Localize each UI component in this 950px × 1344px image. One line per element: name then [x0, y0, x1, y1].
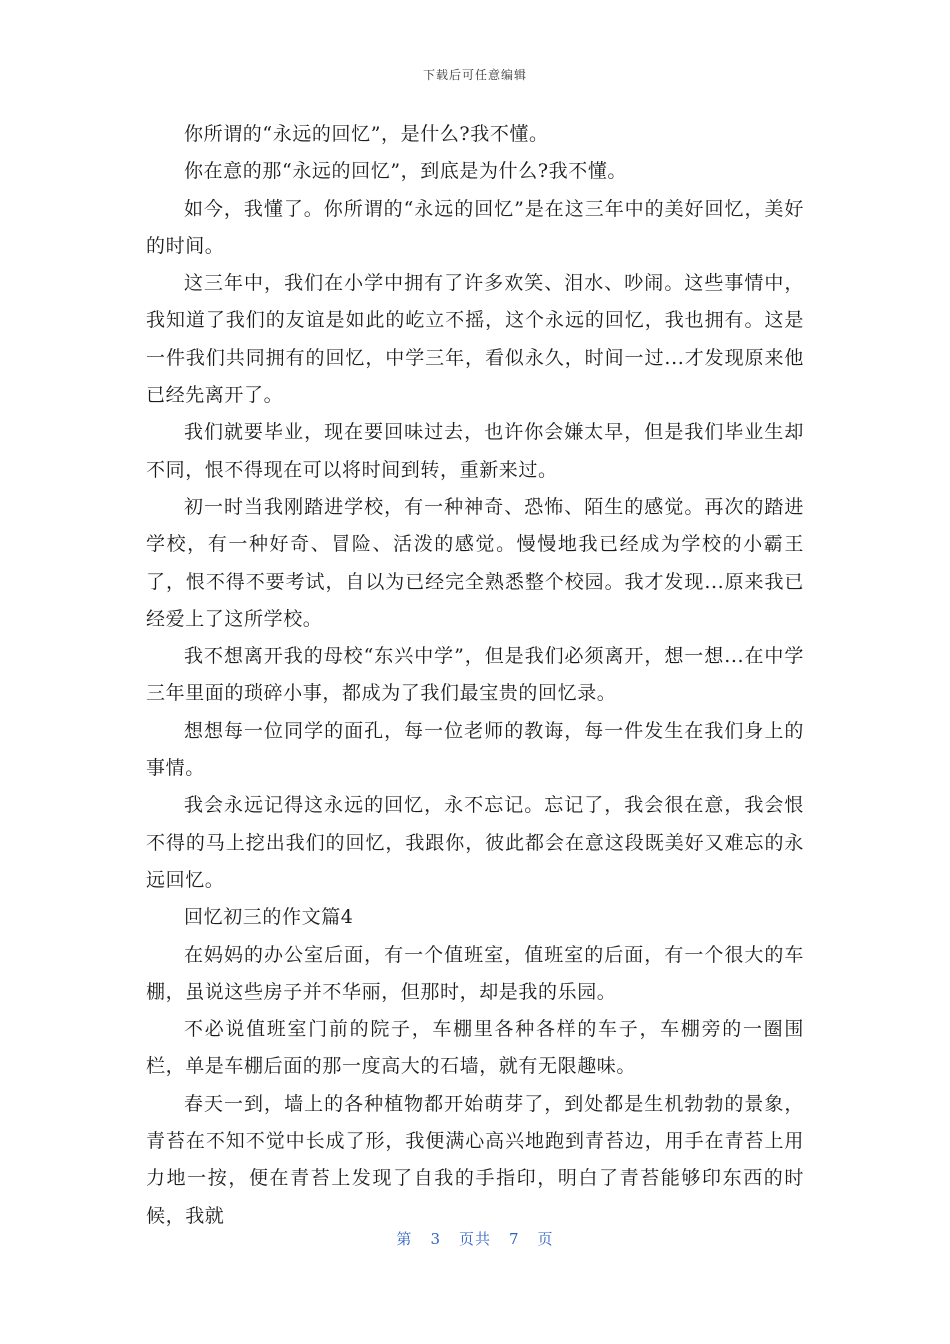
page-label: 第	[396, 1230, 413, 1248]
header-note: 下载后可任意编辑	[422, 68, 527, 82]
paragraph: 我会永远记得这永远的回忆，永不忘记。忘记了，我会很在意，我会恨不得的马上挖出我们的回忆，我跟你，彼此都会在意这段既美好又难忘的永远回忆。	[146, 794, 804, 891]
paragraph: 在妈妈的办公室后面，有一个值班室，值班室的后面，有一个很大的车棚，虽说这些房子并不华丽，但那时，却是我的乐园。	[146, 943, 804, 1003]
document-body	[146, 116, 804, 1235]
paragraph: 初一时当我刚踏进学校，有一种神奇、恐怖、陌生的感觉。再次的踏进学校，有一种好奇、冒险、活泼的感觉。慢慢地我已经成为学校的小霸王了，恨不得不要考试，自以为已经完全熟悉整个校园。我才发现...原来我已经爱上了这所学校。	[146, 495, 804, 630]
page-label: 页共	[458, 1230, 491, 1248]
paragraph: 这三年中，我们在小学中拥有了许多欢笑、泪水、吵闹。这些事情中，我知道了我们的友谊是如此的屹立不摇，这个永远的回忆，我也拥有。这是一件我们共同拥有的回忆，中学三年，看似永久，时间一过...才发现原来他已经先离开了。	[146, 272, 804, 407]
paragraph: 你所谓的“永远的回忆”，是什么?我不懂。	[184, 123, 549, 145]
page-total: 7	[509, 1230, 520, 1248]
paragraph: 春天一到，墙上的各种植物都开始萌芽了，到处都是生机勃勃的景象，青苔在不知不觉中长成了形，我便满心高兴地跑到青苔边，用手在青苔上用力地一按，便在青苔上发现了自我的手指印，明白了青苔能够印东西的时候，我就	[146, 1092, 804, 1227]
paragraph: 你在意的那“永远的回忆”，到底是为什么?我不懂。	[184, 160, 628, 183]
page-label: 页	[537, 1230, 554, 1248]
section-heading: 回忆初三的作文篇4	[184, 906, 354, 929]
page-current: 3	[430, 1230, 441, 1248]
paragraph: 不必说值班室门前的院子，车棚里各种各样的车子，车棚旁的一圈围栏，单是车棚后面的那一度高大的石墙，就有无限趣味。	[146, 1018, 804, 1078]
paragraph: 想想每一位同学的面孔，每一位老师的教诲，每一件发生在我们身上的事情。	[146, 719, 804, 780]
paragraph: 我们就要毕业，现在要回味过去，也许你会嫌太早，但是我们毕业生却不同，恨不得现在可以将时间到转，重新来过。	[146, 421, 804, 481]
page-footer	[0, 1228, 950, 1249]
paragraph: 如今，我懂了。你所谓的“永远的回忆”是在这三年中的美好回忆，美好的时间。	[146, 197, 804, 257]
paragraph: 我不想离开我的母校“东兴中学”，但是我们必须离开，想一想...在中学三年里面的琐碎小事，都成为了我们最宝贵的回忆录。	[146, 645, 804, 705]
